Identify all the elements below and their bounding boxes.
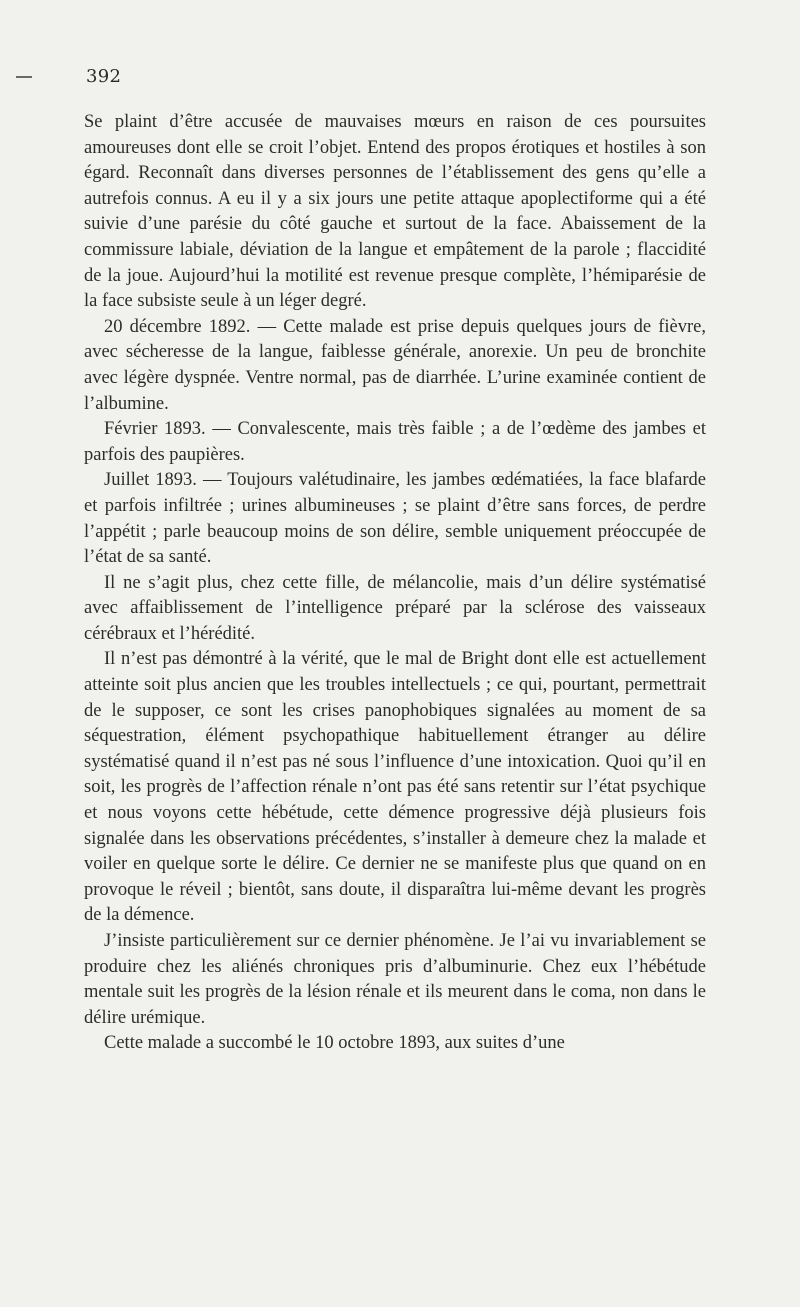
paragraph: Se plaint d’être accusée de mauvaises mœurs en raison de ces poursuites amoureuses dont elle se croit l’objet. Entend des propos érotiques et hostiles à son égard. Reconnaît dans diverses personnes de l’établissement des gens qu’elle a autrefois connus. A eu il y a six jours une petite attaque apoplectiforme qui a été suivie d’une parésie du côté gauche et surtout de la face. Abaissement de la commissure labiale, déviation de la langue et empâtement de la parole ; flaccidité de la joue. Aujourd’hui la motilité est revenue presque complète, l’hémiparésie de la face subsiste seule à un léger degré. — [84, 112, 706, 312]
body-text — [84, 110, 706, 1057]
margin-dash-mark — [16, 76, 32, 78]
page-number: 392 — [86, 66, 122, 87]
paragraph: Il n’est pas démontré à la vérité, que le mal de Bright dont elle est actuellement atteinte soit plus ancien que les troubles intellectuels ; ce qui, pourtant, permettrait de le supposer, ce sont les crises panophobiques signalées au moment de sa séquestration, élément psychopathique habituellement étranger au délire systématisé quand il n’est pas né sous l’influence d’une intoxication. Quoi qu’il en soit, les progrès de l’affection rénale n’ont pas été sans retentir sur l’état psychique et nous voyons cette hébétude, cette démence progressive déjà plusieurs fois signalée dans les observations précédentes, s’installer à demeure chez la malade et voiler en quelque sorte le délire. Ce dernier ne se manifeste plus que quand on en provoque le réveil ; bientôt, sans doute, il disparaîtra lui-même devant les progrès de la démence. — [84, 649, 706, 926]
paragraph: J’insiste particulièrement sur ce dernier phénomène. Je l’ai vu invariablement se produire chez les aliénés chroniques pris d’albuminurie. Chez eux l’hébétude mentale suit les progrès de la lésion rénale et ils meurent dans le coma, non dans le délire urémique. — [84, 931, 706, 1028]
paragraph: Cette malade a succombé le 10 octobre 1893, aux suites d’une — [104, 1033, 565, 1054]
paragraph: Il ne s’agit plus, chez cette fille, de mélancolie, mais d’un délire systématisé avec affaiblissement de l’intelligence préparé par la sclérose des vaisseaux cérébraux et l’hérédité. — [84, 572, 706, 644]
paragraph: Février 1893. — Convalescente, mais très faible ; a de l’œdème des jambes et parfois des paupières. — [84, 419, 706, 465]
paragraph: Juillet 1893. — Toujours valétudinaire, les jambes œdématiées, la face blafarde et parfois infiltrée ; urines albumineuses ; se plaint d’être sans forces, de perdre l’appétit ; parle beaucoup moins de son délire, semble uniquement préoccupée de l’état de sa santé. — [84, 470, 706, 568]
paragraph: 20 décembre 1892. — Cette malade est prise depuis quelques jours de fièvre, avec sécheresse de la langue, faiblesse générale, anorexie. Un peu de bronchite avec légère dyspnée. Ventre normal, pas de diarrhée. L’urine examinée contient de l’albumine. — [84, 316, 706, 414]
